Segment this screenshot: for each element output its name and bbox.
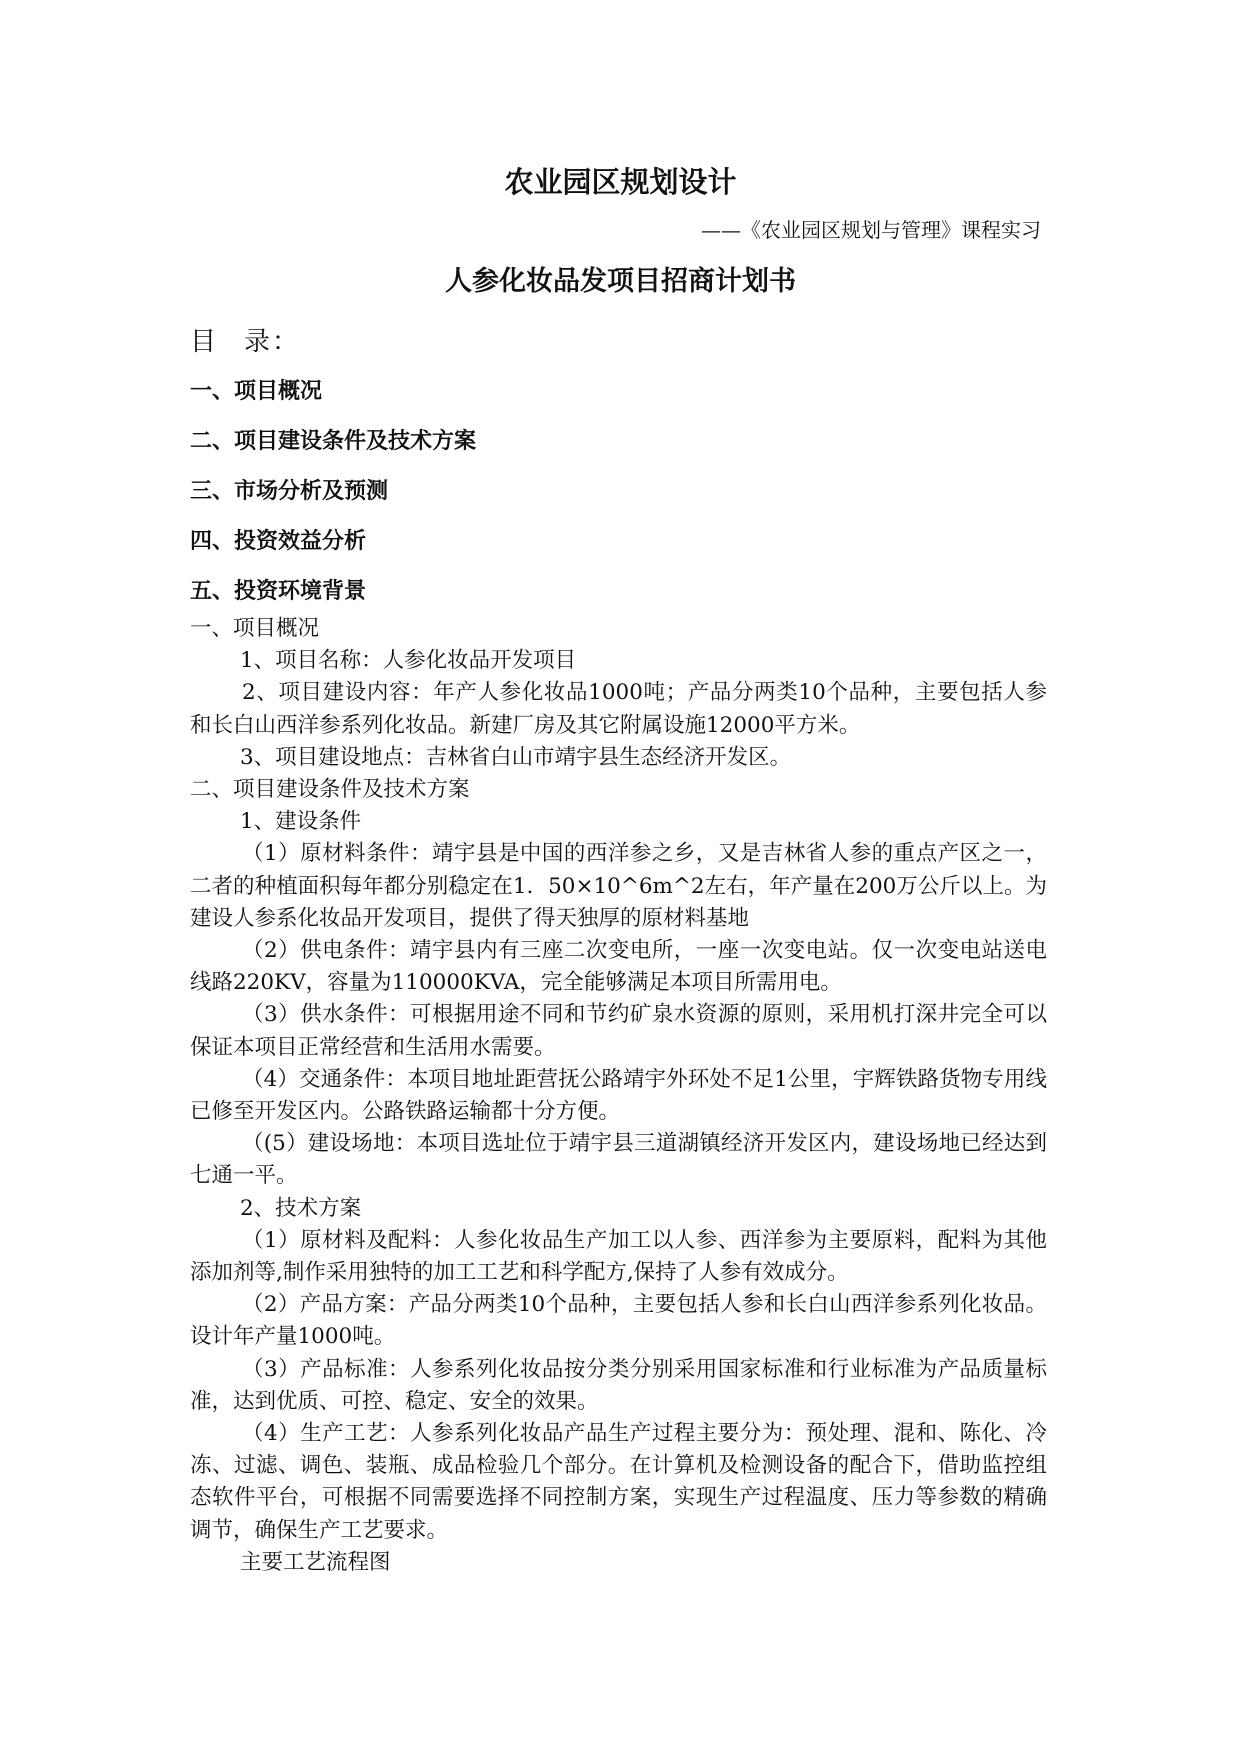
paragraph-water-supply: （3）供水条件：可根据用途不同和节约矿泉水资源的原则，采用机打深井完全可以保证本项目正常经营和生活用水需要。 <box>190 1002 1047 1060</box>
document-body <box>190 613 1047 1579</box>
paragraph-ingredients: （1）原材料及配料：人参化妆品生产加工以人参、西洋参为主要原料，配料为其他添加剂等,制作采用独特的加工工艺和科学配方,保持了人参有效成分。 <box>190 1227 1047 1286</box>
toc-list-2 <box>190 427 476 457</box>
paragraph-power-supply: （2）供电条件：靖宇县内有三座二次变电所，一座一次变电站。仅一次变电站送电线路220KV，容量为110000KVA，完全能够满足本项目所需用电。 <box>190 938 1047 996</box>
paragraph-production-process: （4）生产工艺：人参系列化妆品产品生产过程主要分为：预处理、混和、陈化、冷冻、过滤、调色、装瓶、成品检验几个部分。在计算机及检测设备的配合下，借助监控组态软件平台，可根据不同需要选择不同控制方案，实现生产过程温度、压力等参数的精确调节，确保生产工艺要求。 <box>190 1421 1047 1543</box>
paragraph-raw-materials: （1）原材料条件：靖宇县是中国的西洋参之乡，又是吉林省人参的重点产区之一，二者的种植面积每年都分别稳定在1．50×10^6m^2左右，年产量在200万公斤以上。为建设人参系化妆品开发项目，提供了得天独厚的原材料基地 <box>190 841 1047 931</box>
paragraph-product-plan: （2）产品方案：产品分两类10个品种，主要包括人参和长白山西洋参系列化妆品。设计年产量1000吨。 <box>190 1292 1047 1350</box>
toc-list-5 <box>190 577 366 607</box>
paragraph-construction-content: 2、项目建设内容：年产人参化妆品1000吨；产品分两类10个品种，主要包括人参和长白山西洋参系列化妆品。新建厂房及其它附属设施12000平方米。 <box>190 680 1047 738</box>
paragraph-transport: （4）交通条件：本项目地址距营抚公路靖宇外环处不足1公里，宇辉铁路货物专用线已修至开发区内。公路铁路运输都十分方便。 <box>190 1066 1047 1125</box>
toc-item-4[interactable]: 四、投资效益分析 <box>190 529 367 554</box>
toc-label-part2: 录： <box>244 327 301 357</box>
document-subtitle: ——《农业园区规划与管理》课程实习 <box>701 218 1041 242</box>
toc-list-4 <box>190 527 366 557</box>
toc-item-5[interactable]: 五、投资环境背景 <box>190 579 367 604</box>
paragraph-product-standard: （3）产品标准：人参系列化妆品按分类分别采用国家标准和行业标准为产品质量标准，达到优质、可控、稳定、安全的效果。 <box>190 1356 1047 1414</box>
toc-heading <box>190 325 300 359</box>
paragraph-construction-site: 3、项目建设地点：吉林省白山市靖宇县生态经济开发区。 <box>240 744 792 770</box>
subheading-conditions: 1、建设条件 <box>240 809 362 835</box>
toc-item-2[interactable]: 二、项目建设条件及技术方案 <box>190 429 477 454</box>
toc-item-1[interactable]: 一、项目概况 <box>190 379 323 404</box>
toc-list-3 <box>190 477 388 507</box>
section-heading-overview: 一、项目概况 <box>190 616 320 641</box>
paragraph-site: （(5）建设场地：本项目选址位于靖宇县三道湖镇经济开发区内，建设场地已经达到七通一平。 <box>190 1131 1047 1189</box>
paragraph-project-name: 1、项目名称：人参化妆品开发项目 <box>240 648 577 674</box>
toc-label-part1: 目 <box>190 327 219 357</box>
toc-item-3[interactable]: 三、市场分析及预测 <box>190 479 389 504</box>
plan-heading: 人参化妆品发项目招商计划书 <box>445 266 796 297</box>
toc-list <box>190 377 322 407</box>
section-heading-conditions: 二、项目建设条件及技术方案 <box>190 777 470 803</box>
document-title: 农业园区规划设计 <box>504 165 737 199</box>
subheading-technical-plan: 2、技术方案 <box>240 1195 362 1221</box>
caption-process-flowchart: 主要工艺流程图 <box>240 1549 391 1575</box>
